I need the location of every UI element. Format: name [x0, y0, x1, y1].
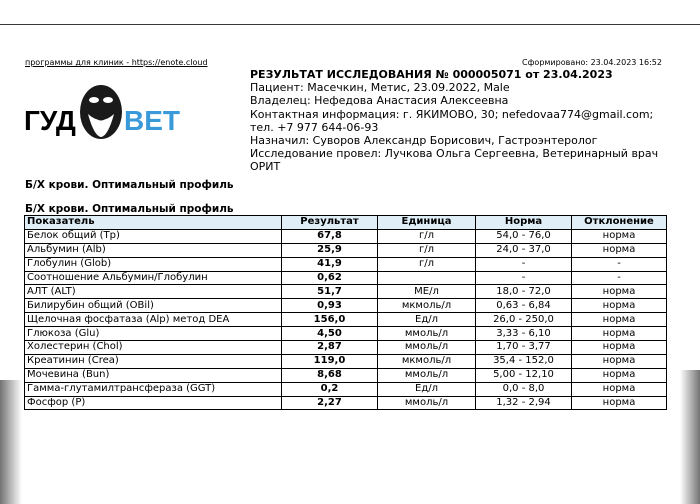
col-header-result: Результат: [282, 216, 378, 230]
norm-cell: -: [476, 257, 572, 271]
deviation-cell: норма: [572, 285, 667, 299]
parameter-cell: Глобулин (Glob): [25, 257, 282, 271]
result-cell: 0,62: [282, 271, 378, 285]
table-row: [25, 354, 667, 368]
norm-cell: 1,32 - 2,94: [476, 396, 572, 410]
result-cell: 2,27: [282, 396, 378, 410]
norm-cell: 54,0 - 76,0: [476, 229, 572, 243]
norm-cell: 26,0 - 250,0: [476, 313, 572, 327]
left-edge-shadow: [0, 380, 22, 504]
right-edge-shadow: [680, 370, 700, 504]
result-cell: 4,50: [282, 327, 378, 341]
parameter-cell: Альбумин (Alb): [25, 243, 282, 257]
result-cell: 25,9: [282, 243, 378, 257]
table-header-row: [25, 216, 667, 230]
deviation-cell: норма: [572, 327, 667, 341]
norm-cell: 24,0 - 37,0: [476, 243, 572, 257]
norm-cell: 1,70 - 3,77: [476, 341, 572, 355]
patient-line: Пациент: Масечкин, Метис, 23.09.2022, Male: [250, 81, 510, 95]
norm-cell: 18,0 - 72,0: [476, 285, 572, 299]
unit-cell: Ед/л: [378, 382, 476, 396]
unit-cell: г/л: [378, 243, 476, 257]
result-cell: 0,2: [282, 382, 378, 396]
top-divider: [0, 24, 700, 25]
col-header-parameter: Показатель: [25, 216, 282, 230]
report-title: РЕЗУЛЬТАТ ИССЛЕДОВАНИЯ № 000005071 от 23.04.2023: [250, 68, 613, 81]
result-cell: 8,68: [282, 368, 378, 382]
table-row: [25, 396, 667, 410]
parameter-cell: Глюкоза (Glu): [25, 327, 282, 341]
result-cell: 67,8: [282, 229, 378, 243]
parameter-cell: Билирубин общий (OBil): [25, 299, 282, 313]
table-row: [25, 285, 667, 299]
deviation-cell: норма: [572, 243, 667, 257]
parameter-cell: Белок общий (Tp): [25, 229, 282, 243]
norm-cell: 0,63 - 6,84: [476, 299, 572, 313]
owner-line: Владелец: Нефедова Анастасия Алексеевна: [250, 94, 509, 108]
parameter-cell: Фосфор (P): [25, 396, 282, 410]
parameter-cell: Мочевина (Bun): [25, 368, 282, 382]
section-title: Б/Х крови. Оптимальный профиль: [25, 179, 234, 191]
table-row: [25, 299, 667, 313]
deviation-cell: норма: [572, 313, 667, 327]
parameter-cell: Щелочная фосфатаза (Alp) метод DEA: [25, 313, 282, 327]
col-header-unit: Единица: [378, 216, 476, 230]
unit-cell: г/л: [378, 229, 476, 243]
deviation-cell: норма: [572, 341, 667, 355]
deviation-cell: норма: [572, 396, 667, 410]
result-cell: 41,9: [282, 257, 378, 271]
table-row: [25, 341, 667, 355]
clinic-logo: [24, 80, 180, 148]
table-row: [25, 313, 667, 327]
table-row: [25, 368, 667, 382]
deviation-cell: норма: [572, 354, 667, 368]
logo-text-left: ГУД: [24, 105, 76, 136]
unit-cell: мкмоль/л: [378, 299, 476, 313]
parameter-cell: АЛТ (ALT): [25, 285, 282, 299]
result-cell: 0,93: [282, 299, 378, 313]
report-header: [250, 68, 658, 174]
deviation-cell: норма: [572, 299, 667, 313]
unit-cell: ммоль/л: [378, 327, 476, 341]
unit-cell: Ед/л: [378, 313, 476, 327]
result-cell: 156,0: [282, 313, 378, 327]
unit-cell: ммоль/л: [378, 368, 476, 382]
parameter-cell: Соотношение Альбумин/Глобулин: [25, 271, 282, 285]
results-table: [24, 215, 667, 410]
deviation-cell: -: [572, 257, 667, 271]
col-header-deviation: Отклонение: [572, 216, 667, 230]
enote-link[interactable]: программы для клиник - https://enote.cloud: [25, 58, 208, 67]
table-row: [25, 229, 667, 243]
table-row: [25, 382, 667, 396]
unit-cell: [378, 271, 476, 285]
norm-cell: 5,00 - 12,10: [476, 368, 572, 382]
unit-cell: ммоль/л: [378, 341, 476, 355]
parameter-cell: Гамма-глутамилтрансфераза (GGT): [25, 382, 282, 396]
deviation-cell: норма: [572, 382, 667, 396]
result-cell: 51,7: [282, 285, 378, 299]
phone-line: тел. +7 977 644-06-93: [250, 120, 379, 134]
prescribed-line: Назначил: Суворов Александр Борисович, Гастроэнтеролог: [250, 134, 598, 148]
table-title: Б/Х крови. Оптимальный профиль: [25, 203, 234, 215]
table-row: [25, 257, 667, 271]
table-row: [25, 327, 667, 341]
norm-cell: -: [476, 271, 572, 285]
dog-head-icon: [77, 85, 124, 139]
table-row: [25, 243, 667, 257]
deviation-cell: норма: [572, 368, 667, 382]
generated-timestamp: Сформировано: 23.04.2023 16:52: [522, 58, 662, 67]
deviation-cell: -: [572, 271, 667, 285]
unit-cell: ммоль/л: [378, 396, 476, 410]
unit-cell: мкмоль/л: [378, 354, 476, 368]
col-header-norm: Норма: [476, 216, 572, 230]
contact-line: Контактная информация: г. ЯКИМОВО, 30; nefedovaa774@gmail.com;: [250, 107, 654, 121]
norm-cell: 0,0 - 8,0: [476, 382, 572, 396]
unit-cell: г/л: [378, 257, 476, 271]
org-line: ОРИТ: [250, 160, 281, 174]
norm-cell: 35,4 - 152,0: [476, 354, 572, 368]
result-cell: 119,0: [282, 354, 378, 368]
norm-cell: 3,33 - 6,10: [476, 327, 572, 341]
performed-line: Исследование провел: Лучкова Ольга Сергеевна, Ветеринарный врач: [250, 147, 659, 161]
parameter-cell: Креатинин (Crea): [25, 354, 282, 368]
table-row: [25, 271, 667, 285]
result-cell: 2,87: [282, 341, 378, 355]
logo-text-right: ВЕТ: [124, 105, 180, 136]
unit-cell: МЕ/л: [378, 285, 476, 299]
parameter-cell: Холестерин (Chol): [25, 341, 282, 355]
deviation-cell: норма: [572, 229, 667, 243]
